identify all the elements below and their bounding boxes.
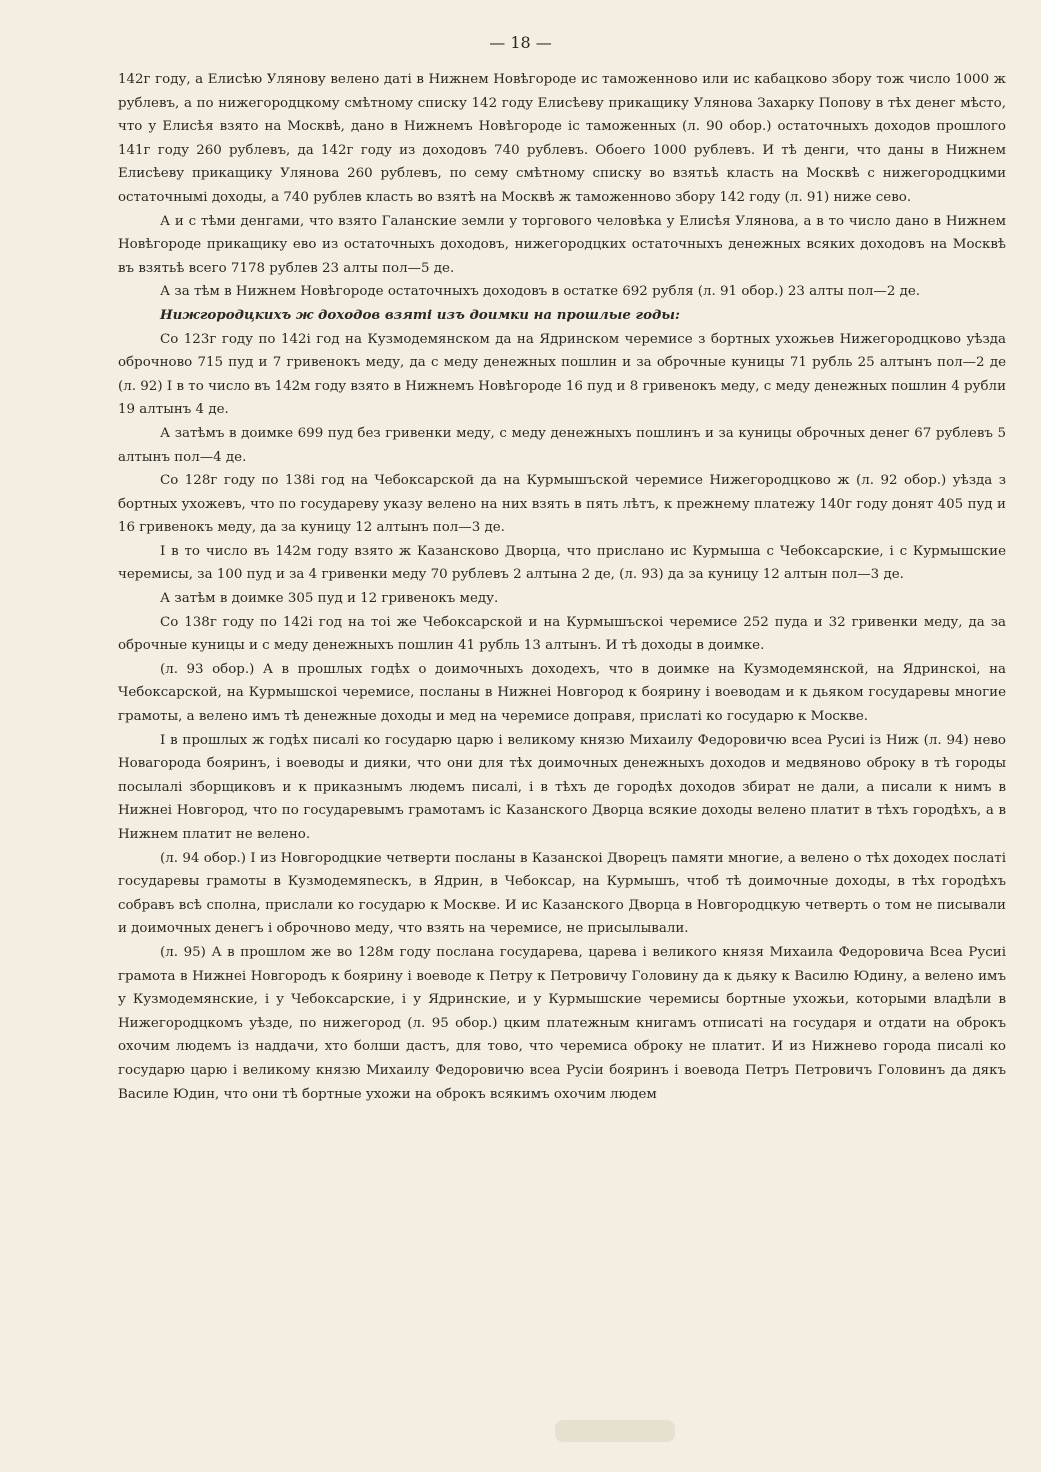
paragraph-7: Со 128г году по 138і год на Чебоксарской да на Курмышъской черемисе Нижегородцково ж (л. 92 обор.) уѣзда з бортных ухожевъ, что по государеву указу велено на них взять в пять лѣтъ, к прежнему платежу 140г году донят 405 пуд и 16 гривенокъ меду, да за куницу 12 алтынъ пол—3 де. [118, 473, 1006, 536]
paragraph-2: А и с тѣми денгами, что взято Галанские земли у торгового человѣка у Елисѣя Улянова, а в то число дано в Нижнем Новѣгороде прикащику ево из остаточныхъ доходовъ, нижегородцких остаточныхъ денежных всяких доходовъ на Москвѣ въ взятьѣ всего 7178 рублев 23 алты пол—5 де. [118, 213, 1006, 276]
page-number: — 18 — [489, 33, 552, 52]
paragraph-3: А за тѣм в Нижнем Новѣгороде остаточныхъ доходовъ в остатке 692 рубля (л. 91 обор.) 23 алты пол—2 де. [160, 284, 921, 300]
paragraph-10: Со 138г году по 142і год на тоі же Чебоксарской и на Курмышъскоі черемисе 252 пуда и 32 гривенки меду, да за оброчные куницы и с меду денежныхъ пошлин 41 рубль 13 алтынъ. И тѣ доходы в доимке. [118, 614, 1006, 654]
paragraph-8: І в то число въ 142м году взято ж Казансково Дворца, что прислано ис Курмыша с Чебоксарские, і с Курмышские черемисы, за 100 пуд и за 4 гривенки меду 70 рублевъ 2 алтына 2 де, (л. 93) да за куницу 12 алтын пол—3 де. [118, 543, 1006, 583]
paragraph-5: Со 123г году по 142і год на Кузмодемянском да на Ядринском черемисе з бортных ухожьев Нижегородцково уѣзда оброчново 715 пуд и 7 гривенокъ меду, да с меду денежных пошлин и за оброчные куницы 71 рубль 25 алтынъ пол—2 де (л. 92) І в то число въ 142м году взято в Нижнемъ Новѣгороде 16 пуд и 8 гривенокъ меду, с меду денежных пошлин 4 рубли 19 алтынъ 4 де. [118, 331, 1006, 418]
paragraph-1: 142г году, а Елисѣю Улянову велено даті в Нижнем Новѣгороде ис таможенново или ис кабацково збору тож число 1000 ж рублевъ, а по нижегородцкому смѣтному списку 142 году Елисѣеву прикащику Улянова Захарку Попову в тѣх денег мѣсто, что у Елисѣя взято на Москвѣ, дано в Нижнемъ Новѣгороде іс таможенных (л. 90 обор.) остаточныхъ доходов прошлого 141г году 260 рублевъ, да 142г году из доходовъ 740 рублевъ. Обоего 1000 рублевъ. И тѣ денги, что даны в Нижнем Елисѣеву прикащику Улянова 260 рублевъ, по сему смѣтному списку во взятьѣ класть на Москвѣ с нижегородцкими остаточнымі доходы, а 740 рублев класть во взятѣ на Москвѣ ж таможенново збору 142 году (л. 91) ниже сево. [118, 72, 1006, 205]
section-heading: Нижгородцкихъ ж доходов взяті изъ доимки на прошлые годы: [160, 306, 680, 323]
paragraph-11: (л. 93 обор.) А в прошлых годѣх о доимочныхъ доходехъ, что в доимке на Кузмодемянской, на Ядринскоі, на Чебоксарской, на Курмышскоі черемисе, посланы в Нижнеі Новгород к боярину і воеводам и к дьяком государевы многие грамоты, а велено имъ тѣ денежные доходы и мед на черемисе доправя, прислаті ко государю к Москве. [118, 661, 1006, 725]
paragraph-13: (л. 94 обор.) І из Новгородцкие четверти посланы в Казанскоі Дворецъ памяти многие, а велено о тѣх доходех послаті государевы грамоты в Кузмодемяneскъ, в Ядрин, в Чебоксар, на Курмышъ, чтоб тѣ доимочные доходы, в тѣх городѣхъ собравъ всѣ сполна, прислали ко государю к Москве. И ис Казанского Дворца в Новгородцкую четверть о том не писывали и доимочных денегъ і оброчново меду, что взять на черемисе, не присылывали. [118, 850, 1006, 937]
paragraph-6: А затѣмъ в доимке 699 пуд без гривенки меду, с меду денежныхъ пошлинъ и за куницы оброчных денег 67 рублевъ 5 алтынъ пол—4 де. [118, 425, 1006, 465]
paragraph-9: А затѣм в доимке 305 пуд и 12 гривенокъ меду. [160, 591, 499, 607]
body-text [118, 68, 1006, 1106]
paragraph-14: (л. 95) А в прошлом же во 128м году послана государева, царева і великого князя Михаила Федоровича Всеа Русиі грамота в Нижнеі Новгородъ к боярину і воеводе к Петру к Петровичу Головину да к дьяку к Василю Юдину, а велено имъ у Кузмодемянские, і у Чебоксарские, і у Ядринские, и у Курмышские черемисы бортные ухожьи, которыми владѣли в Нижегородцкомъ уѣзде, по нижегород (л. 95 обор.) цким платежным книгамъ отписаті на государя и отдати на оброкъ охочим людемъ із наддачи, хто болши дастъ, для тово, что черемиса оброку не платит. И из Нижнево города писалі ко государю царю і великому князю Михаилу Федоровичю всеа Русіи бояринъ і воевода Петръ Петровичъ Головинъ да дякъ Василе Юдин, что они тѣ бортные ухожи на оброкъ всякимъ охочим людем [118, 944, 1006, 1102]
paragraph-12: І в прошлых ж годѣх писалі ко государю царю і великому князю Михаилу Федоровичю всеа Русиі із Ниж (л. 94) нево Новагорода бояринъ, і воеводы и дияки, что они для тѣх доимочных денежныхъ доходов и медвяново оброку в тѣ городы посылалі зборщиковъ и к приказнымъ людемъ писалі, і в тѣхъ де городѣх доходов збират не дали, а писали к нимъ в Нижнеі Новгород, что по государевымъ грамотамъ іс Казанского Дворца всякие доходы велено платит в тѣхъ городѣхъ, а в Нижнем платит не велено. [118, 732, 1006, 842]
page-smudge [555, 1420, 675, 1442]
